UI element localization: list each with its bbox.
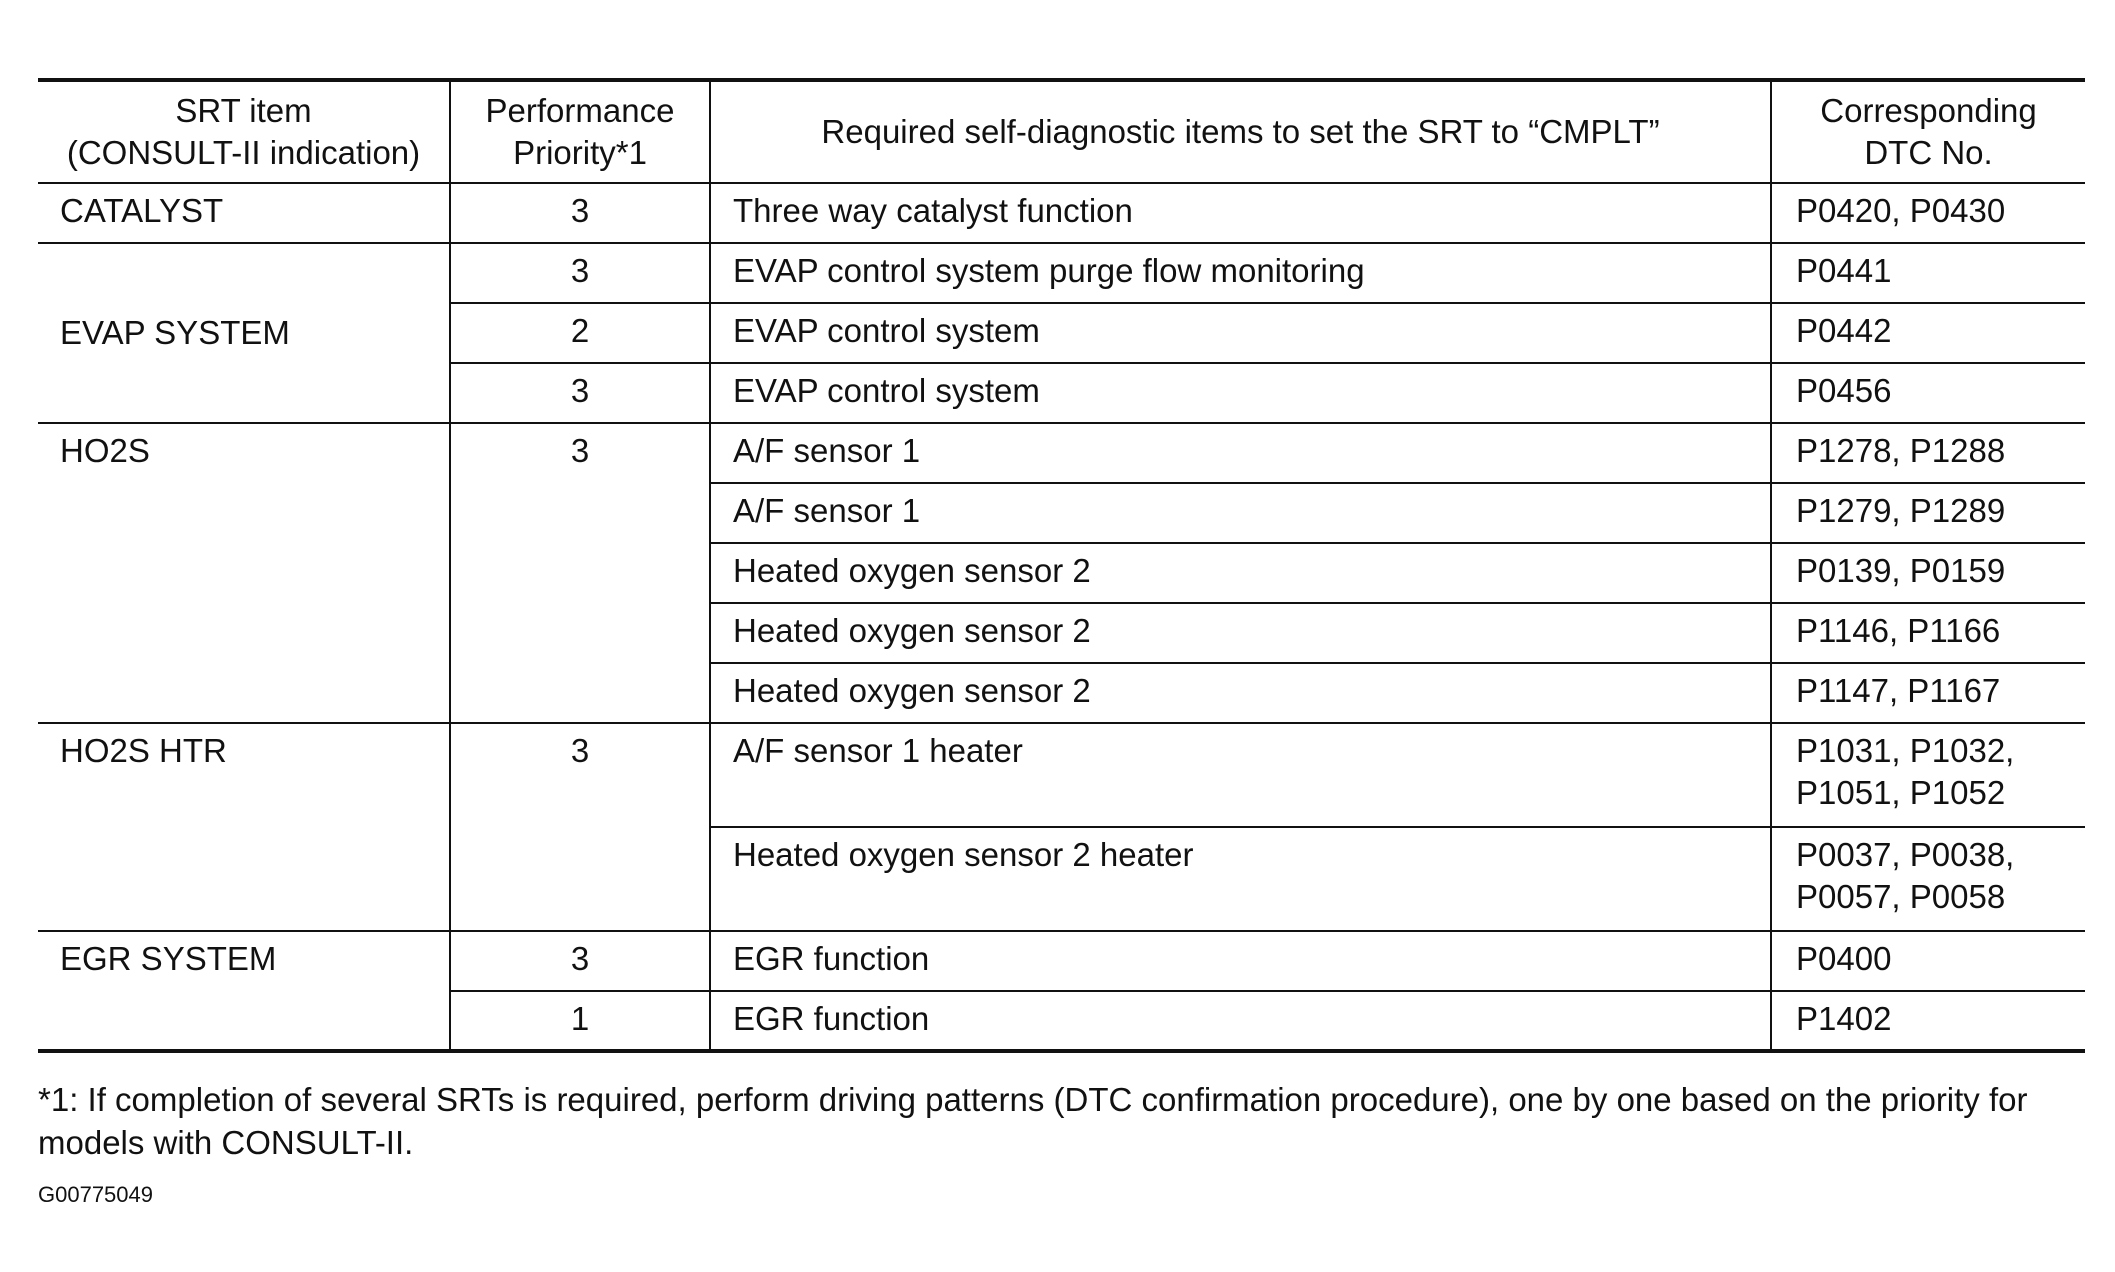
header-srt-item-line1: SRT item bbox=[175, 92, 312, 129]
required-item-cell: Heated oxygen sensor 2 bbox=[710, 663, 1771, 723]
dtc-text: P0456 bbox=[1796, 372, 1892, 409]
dtc-text-line1: P0037, P0038, bbox=[1796, 836, 2015, 873]
header-required-text: Required self-diagnostic items to set the SRT to “CMPLT” bbox=[821, 113, 1660, 150]
required-item-cell: EGR function bbox=[710, 991, 1771, 1051]
required-item-cell: A/F sensor 1 bbox=[710, 423, 1771, 483]
table-row bbox=[38, 183, 2085, 243]
header-priority-line1: Performance bbox=[485, 92, 675, 129]
table-row bbox=[38, 931, 2085, 991]
dtc-cell bbox=[1771, 423, 2085, 483]
figure-code: G00775049 bbox=[38, 1182, 153, 1207]
table-row bbox=[38, 723, 2085, 827]
dtc-cell bbox=[1771, 991, 2085, 1051]
header-srt-item bbox=[38, 80, 450, 183]
required-item-cell: Three way catalyst function bbox=[710, 183, 1771, 243]
srt-item-cell: EGR SYSTEM bbox=[38, 931, 450, 1051]
priority-cell: 2 bbox=[450, 303, 710, 363]
srt-item-cell: HO2S bbox=[38, 423, 450, 723]
dtc-cell bbox=[1771, 183, 2085, 243]
dtc-text: P1279, P1289 bbox=[1796, 492, 2006, 529]
header-priority-line2: Priority*1 bbox=[513, 134, 647, 171]
required-item-cell: EVAP control system purge flow monitoring bbox=[710, 243, 1771, 303]
header-dtc bbox=[1771, 80, 2085, 183]
dtc-cell bbox=[1771, 603, 2085, 663]
dtc-cell bbox=[1771, 827, 2085, 931]
required-item-cell: Heated oxygen sensor 2 bbox=[710, 543, 1771, 603]
required-item-cell: A/F sensor 1 bbox=[710, 483, 1771, 543]
dtc-cell bbox=[1771, 483, 2085, 543]
dtc-text: P0139, P0159 bbox=[1796, 552, 2006, 589]
required-item-cell: Heated oxygen sensor 2 heater bbox=[710, 827, 1771, 931]
dtc-text: P1146, P1166 bbox=[1796, 612, 2001, 649]
dtc-cell bbox=[1771, 303, 2085, 363]
required-item-cell: EVAP control system bbox=[710, 303, 1771, 363]
srt-table bbox=[38, 78, 2085, 1053]
priority-cell: 3 bbox=[450, 723, 710, 931]
dtc-cell bbox=[1771, 931, 2085, 991]
dtc-text: P0442 bbox=[1796, 312, 1892, 349]
header-dtc-line2: DTC No. bbox=[1864, 134, 1993, 171]
priority-cell: 1 bbox=[450, 991, 710, 1051]
dtc-text: P0400 bbox=[1796, 940, 1892, 977]
required-item-cell: A/F sensor 1 heater bbox=[710, 723, 1771, 827]
required-item-cell: EVAP control system bbox=[710, 363, 1771, 423]
priority-cell: 3 bbox=[450, 363, 710, 423]
priority-cell: 3 bbox=[450, 243, 710, 303]
table-row bbox=[38, 243, 2085, 303]
priority-cell: 3 bbox=[450, 931, 710, 991]
dtc-text: P1278, P1288 bbox=[1796, 432, 2006, 469]
dtc-cell bbox=[1771, 243, 2085, 303]
dtc-text: P0441 bbox=[1796, 252, 1892, 289]
header-row bbox=[38, 80, 2085, 183]
dtc-text-line2: P0057, P0058 bbox=[1796, 878, 2006, 915]
srt-item-cell: CATALYST bbox=[38, 183, 450, 243]
dtc-cell bbox=[1771, 363, 2085, 423]
table-row bbox=[38, 423, 2085, 483]
header-priority bbox=[450, 80, 710, 183]
header-dtc-line1: Corresponding bbox=[1820, 92, 2037, 129]
header-required-items bbox=[710, 80, 1771, 183]
srt-item-cell: HO2S HTR bbox=[38, 723, 450, 931]
priority-cell: 3 bbox=[450, 423, 710, 723]
dtc-text-line1: P1031, P1032, bbox=[1796, 732, 2015, 769]
dtc-cell bbox=[1771, 723, 2085, 827]
dtc-cell bbox=[1771, 543, 2085, 603]
dtc-text: P0420, P0430 bbox=[1796, 192, 2006, 229]
header-srt-item-line2: (CONSULT-II indication) bbox=[66, 134, 421, 171]
srt-item-cell: EVAP SYSTEM bbox=[38, 243, 450, 423]
required-item-cell: EGR function bbox=[710, 931, 1771, 991]
footnote: *1: If completion of several SRTs is required, perform driving patterns (DTC confirmation procedure), one by one based on the priority for models with CONSULT-II. bbox=[38, 1081, 2028, 1161]
dtc-text: P1402 bbox=[1796, 1000, 1892, 1037]
required-item-cell: Heated oxygen sensor 2 bbox=[710, 603, 1771, 663]
priority-cell: 3 bbox=[450, 183, 710, 243]
dtc-cell bbox=[1771, 663, 2085, 723]
dtc-text: P1147, P1167 bbox=[1796, 672, 2001, 709]
dtc-text-line2: P1051, P1052 bbox=[1796, 774, 2006, 811]
